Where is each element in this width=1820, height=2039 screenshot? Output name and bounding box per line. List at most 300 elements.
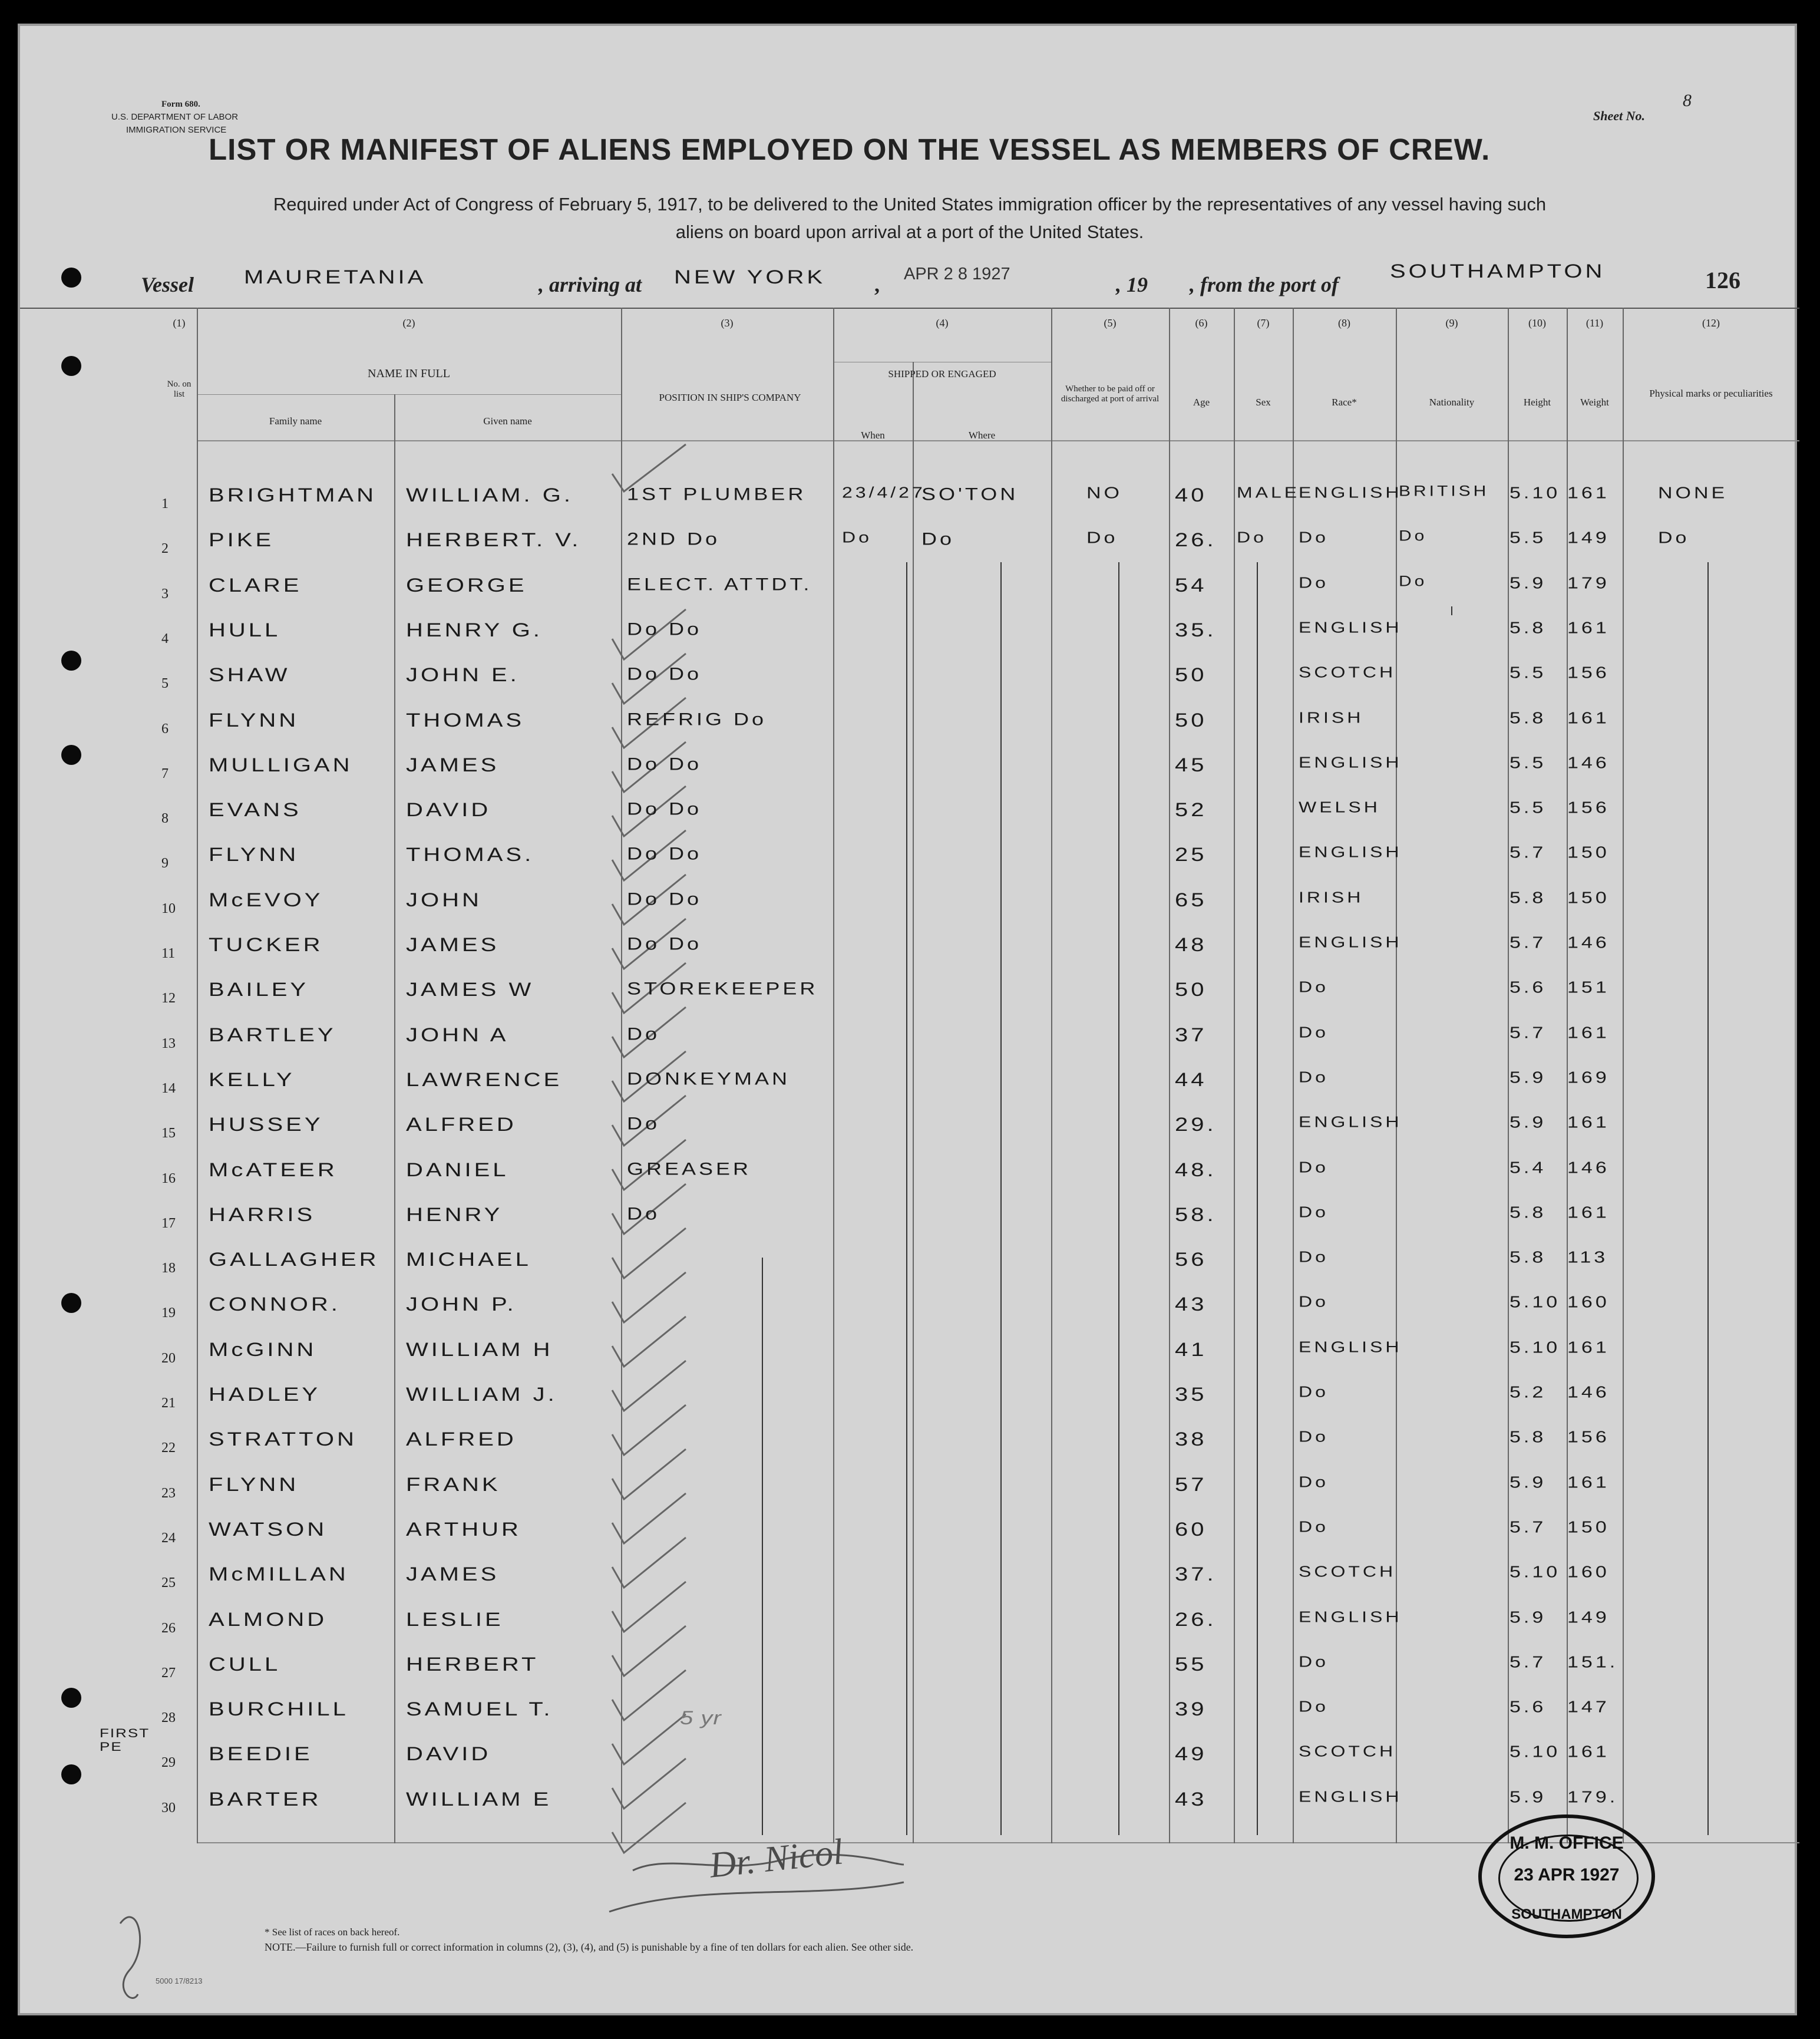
position-cell: 2ND Do — [627, 529, 721, 549]
family-name-cell: McATEER — [209, 1159, 338, 1180]
family-name-cell: CLARE — [209, 574, 302, 596]
margin-note: FIRST PE — [100, 1725, 150, 1754]
manifest-page — [18, 24, 1797, 2015]
weight-cell: 146 — [1567, 1158, 1610, 1177]
height-cell: 5.8 — [1509, 618, 1547, 638]
page-number: 126 — [1705, 267, 1740, 293]
family-name-cell: HUSSEY — [209, 1114, 323, 1136]
family-name-cell: ALMOND — [209, 1608, 328, 1630]
row-number: 3 — [161, 586, 169, 602]
family-name-cell: FLYNN — [209, 844, 299, 866]
given-name-cell: ALFRED — [406, 1114, 517, 1136]
header-weight: Weight — [1580, 397, 1609, 408]
year-label: , 19 — [1116, 273, 1148, 296]
given-name-cell: DAVID — [406, 1743, 491, 1765]
row-number: 11 — [161, 946, 176, 961]
given-name-cell: GEORGE — [406, 574, 527, 596]
race-cell: ENGLISH — [1299, 618, 1402, 636]
row-number: 20 — [161, 1350, 176, 1366]
weight-cell: 146 — [1567, 933, 1610, 952]
age-cell: 60 — [1175, 1518, 1207, 1540]
position-cell: Do Do — [627, 664, 702, 684]
family-name-cell: BRIGHTMAN — [209, 484, 376, 506]
family-name-cell: GALLAGHER — [209, 1249, 379, 1271]
row-number: 18 — [161, 1261, 176, 1276]
height-cell: 5.8 — [1509, 708, 1547, 727]
position-cell: 1ST PLUMBER — [627, 484, 807, 504]
officer-signature: Dr. Nicol — [708, 1832, 845, 1886]
table-row — [20, 794, 1799, 840]
header-nationality: Nationality — [1429, 397, 1475, 408]
weight-cell: 161 — [1567, 1473, 1610, 1492]
height-cell: 5.9 — [1509, 1113, 1547, 1132]
row-number: 13 — [161, 1035, 176, 1051]
age-cell: 26. — [1175, 1608, 1217, 1630]
race-cell: Do — [1299, 1697, 1329, 1715]
position-cell: Do Do — [627, 799, 702, 819]
sheet-number: 8 — [1683, 91, 1692, 110]
shipped-where-cell: Do — [921, 529, 955, 549]
family-name-cell: STRATTON — [209, 1428, 357, 1450]
table-row — [20, 1334, 1799, 1380]
table-row — [20, 615, 1799, 661]
shipped-where-cell: SO'TON — [921, 484, 1019, 504]
position-cell: Do Do — [627, 843, 702, 864]
height-cell: 5.9 — [1509, 1787, 1547, 1806]
row-number: 19 — [161, 1305, 176, 1321]
paid-off-cell: Do — [1086, 529, 1118, 547]
row-number: 14 — [161, 1080, 176, 1096]
age-cell: 50 — [1175, 709, 1207, 731]
table-row — [20, 1604, 1799, 1650]
age-cell: 29. — [1175, 1114, 1217, 1136]
position-cell: STOREKEEPER — [627, 978, 818, 999]
row-number: 16 — [161, 1170, 176, 1186]
race-cell: ENGLISH — [1299, 1608, 1402, 1625]
given-name-cell: JOHN A — [406, 1024, 509, 1045]
age-cell: 49 — [1175, 1743, 1207, 1765]
age-cell: 50 — [1175, 979, 1207, 1001]
race-cell: ENGLISH — [1299, 843, 1402, 861]
table-row — [20, 1649, 1799, 1695]
subtitle-line-2: aliens on board upon arrival at a port of the United States. — [675, 222, 1144, 242]
physical-marks-cell: Do — [1658, 529, 1690, 547]
given-name-cell: MICHAEL — [406, 1249, 531, 1271]
given-name-cell: JAMES — [406, 1563, 500, 1585]
age-cell: 37. — [1175, 1563, 1217, 1585]
col-num-11: (11) — [1586, 317, 1604, 329]
weight-cell: 151 — [1567, 978, 1610, 997]
table-row — [20, 1064, 1799, 1110]
stamp-location: SOUTHAMPTON — [1511, 1906, 1622, 1922]
height-cell: 5.8 — [1509, 1428, 1547, 1447]
family-name-cell: BEEDIE — [209, 1743, 313, 1765]
table-row — [20, 1379, 1799, 1425]
given-name-cell: HENRY — [406, 1203, 503, 1225]
header-where: Where — [968, 430, 996, 441]
family-name-cell: KELLY — [209, 1068, 295, 1091]
family-name-cell: BARTLEY — [209, 1024, 336, 1045]
height-cell: 5.4 — [1509, 1158, 1547, 1177]
weight-cell: 149 — [1567, 1608, 1610, 1626]
row-number: 26 — [161, 1620, 176, 1636]
height-cell: 5.5 — [1509, 664, 1547, 682]
departure-port: SOUTHAMPTON — [1390, 260, 1606, 282]
row-number: 9 — [161, 856, 169, 872]
weight-cell: 146 — [1567, 753, 1610, 772]
table-row — [20, 1020, 1799, 1065]
table-row — [20, 1559, 1799, 1605]
sex-cell: MALE — [1237, 483, 1300, 501]
family-name-cell: SHAW — [209, 664, 290, 686]
col-num-1: (1) — [173, 317, 186, 329]
race-cell: Do — [1299, 1473, 1329, 1490]
race-cell: Do — [1299, 1383, 1329, 1401]
table-row — [20, 1109, 1799, 1155]
header-shipped-or-engaged: SHIPPED OR ENGAGED — [888, 368, 996, 380]
height-cell: 5.2 — [1509, 1383, 1547, 1402]
family-name-cell: BARTER — [209, 1788, 322, 1810]
table-row — [20, 1289, 1799, 1335]
table-row — [20, 1154, 1799, 1200]
height-cell: 5.5 — [1509, 753, 1547, 772]
race-cell: Do — [1299, 1023, 1329, 1041]
position-cell: Do — [627, 1024, 660, 1044]
height-cell: 5.6 — [1509, 1698, 1547, 1717]
stamp-date: 23 APR 1927 — [1514, 1865, 1620, 1885]
given-name-cell: HENRY G. — [406, 619, 543, 641]
weight-cell: 161 — [1567, 1743, 1610, 1761]
table-row — [20, 570, 1799, 616]
shipped-when-cell: 23/4/27 — [842, 483, 926, 501]
header-sex: Sex — [1256, 397, 1271, 408]
given-name-cell: WILLIAM J. — [406, 1384, 557, 1405]
age-cell: 25 — [1175, 844, 1207, 866]
race-cell: SCOTCH — [1299, 663, 1396, 681]
family-name-cell: EVANS — [209, 799, 302, 821]
age-cell: 50 — [1175, 664, 1207, 686]
weight-cell: 161 — [1567, 708, 1610, 727]
row-number: 2 — [161, 541, 169, 557]
weight-cell: 151. — [1567, 1652, 1618, 1671]
given-name-cell: FRANK — [406, 1473, 501, 1495]
table-row — [20, 524, 1799, 570]
given-name-cell: SAMUEL T. — [406, 1698, 553, 1720]
height-cell: 5.8 — [1509, 888, 1547, 907]
height-cell: 5.8 — [1509, 1248, 1547, 1267]
table-row — [20, 839, 1799, 885]
sex-cell: Do — [1237, 528, 1267, 546]
weight-cell: 113 — [1567, 1248, 1608, 1267]
height-cell: 5.10 — [1509, 1338, 1561, 1357]
physical-marks-cell: NONE — [1658, 484, 1728, 503]
header-name-in-full: NAME IN FULL — [368, 367, 450, 380]
race-cell: IRISH — [1299, 888, 1364, 906]
height-cell: 5.9 — [1509, 1473, 1547, 1492]
height-cell: 5.5 — [1509, 529, 1547, 547]
height-cell: 5.7 — [1509, 1652, 1547, 1671]
age-cell: 55 — [1175, 1653, 1207, 1675]
height-cell: 5.9 — [1509, 573, 1547, 592]
department-label: U.S. DEPARTMENT OF LABOR — [111, 112, 239, 122]
race-cell: Do — [1299, 978, 1329, 996]
age-cell: 58. — [1175, 1203, 1217, 1225]
given-name-cell: DAVID — [406, 799, 491, 821]
col-num-2: (2) — [402, 317, 415, 329]
family-name-cell: McMILLAN — [209, 1563, 349, 1585]
col-num-5: (5) — [1104, 317, 1117, 329]
given-name-cell: WILLIAM H — [406, 1338, 553, 1360]
race-cell: ENGLISH — [1299, 933, 1402, 951]
given-name-cell: JAMES — [406, 754, 500, 776]
header-height: Height — [1523, 397, 1551, 408]
height-cell: 5.7 — [1509, 843, 1547, 862]
header-position: POSITION IN SHIP'S COMPANY — [659, 392, 801, 403]
row-number: 23 — [161, 1485, 176, 1501]
arriving-label: , arriving at — [539, 273, 642, 296]
arriving-comma: , — [874, 273, 880, 296]
vessel-label: Vessel — [141, 273, 194, 296]
table-row — [20, 1244, 1799, 1290]
age-cell: 41 — [1175, 1338, 1207, 1360]
col-num-9: (9) — [1445, 317, 1458, 329]
service-label: IMMIGRATION SERVICE — [126, 125, 227, 135]
age-cell: 44 — [1175, 1068, 1207, 1091]
table-row — [20, 1514, 1799, 1560]
table-row — [20, 885, 1799, 931]
given-name-cell: LAWRENCE — [406, 1068, 563, 1091]
table-row — [20, 1694, 1799, 1740]
position-cell: GREASER — [627, 1159, 752, 1179]
header-race: Race* — [1332, 397, 1357, 408]
row-number: 27 — [161, 1665, 176, 1681]
family-name-cell: FLYNN — [209, 1473, 299, 1495]
given-name-cell: WILLIAM. G. — [406, 484, 573, 506]
height-cell: 5.7 — [1509, 1023, 1547, 1042]
row-number: 5 — [161, 676, 169, 692]
height-cell: 5.9 — [1509, 1608, 1547, 1626]
table-row — [20, 974, 1799, 1020]
mm-office-stamp — [1478, 1814, 1655, 1938]
weight-cell: 161 — [1567, 1113, 1610, 1132]
race-cell: IRISH — [1299, 708, 1364, 726]
family-name-cell: TUCKER — [209, 934, 323, 956]
age-cell: 43 — [1175, 1294, 1207, 1315]
age-cell: 26. — [1175, 529, 1217, 551]
weight-cell: 146 — [1567, 1383, 1610, 1402]
given-name-cell: JOHN P. — [406, 1294, 517, 1315]
weight-cell: 161 — [1567, 484, 1610, 503]
age-cell: 65 — [1175, 889, 1207, 910]
col-num-12: (12) — [1702, 317, 1720, 329]
height-cell: 5.9 — [1509, 1068, 1547, 1087]
position-cell: Do Do — [627, 754, 702, 774]
weight-cell: 150 — [1567, 888, 1610, 907]
table-row — [20, 480, 1799, 526]
weight-cell: 169 — [1567, 1068, 1610, 1087]
arrival-date-stamp: APR 2 8 1927 — [904, 265, 1010, 283]
given-name-cell: WILLIAM E — [406, 1788, 552, 1810]
row-number: 29 — [161, 1755, 176, 1771]
sheet-label: Sheet No. — [1593, 108, 1645, 123]
subtitle-line-1: Required under Act of Congress of February 5, 1917, to be delivered to the United States immigration officer by the representatives of any vessel having such — [273, 194, 1547, 215]
position-cell: REFRIG Do — [627, 709, 767, 729]
height-cell: 5.7 — [1509, 1517, 1547, 1537]
table-row — [20, 750, 1799, 796]
family-name-cell: BURCHILL — [209, 1698, 349, 1720]
race-cell: SCOTCH — [1299, 1743, 1396, 1760]
margin-scribble — [120, 1917, 140, 1998]
header-age: Age — [1193, 397, 1210, 408]
family-name-cell: MULLIGAN — [209, 754, 353, 776]
weight-cell: 150 — [1567, 843, 1610, 862]
penalty-footnote: NOTE.—Failure to furnish full or correct information in columns (2), (3), (4), and (5) is punishable by a fine of ten dollars for each alien. See other side. — [265, 1941, 914, 1953]
height-cell: 5.10 — [1509, 1743, 1561, 1761]
age-cell: 35. — [1175, 619, 1217, 641]
position-cell: Do Do — [627, 619, 702, 639]
family-name-cell: McGINN — [209, 1338, 317, 1360]
race-cell: Do — [1299, 1203, 1329, 1220]
position-cell: Do — [627, 1113, 660, 1134]
shipped-when-cell: Do — [842, 528, 872, 546]
row-number: 21 — [161, 1395, 176, 1411]
weight-cell: 161 — [1567, 1023, 1610, 1042]
age-cell: 35 — [1175, 1384, 1207, 1405]
col-num-4: (4) — [936, 317, 949, 329]
race-cell: WELSH — [1299, 798, 1380, 816]
given-name-cell: THOMAS — [406, 709, 525, 731]
header-family-name: Family name — [269, 415, 322, 427]
form-number: Form 680. — [161, 100, 200, 109]
weight-cell: 156 — [1567, 799, 1610, 817]
stamp-office: M. M. OFFICE — [1509, 1833, 1624, 1853]
race-cell: Do — [1299, 1068, 1329, 1086]
given-name-cell: HERBERT — [406, 1653, 539, 1675]
weight-cell: 160 — [1567, 1563, 1610, 1582]
nationality-cell: Do — [1399, 528, 1428, 545]
race-cell: Do — [1299, 1517, 1329, 1536]
weight-cell: 161 — [1567, 1203, 1610, 1222]
row-number: 7 — [161, 766, 169, 781]
family-name-cell: WATSON — [209, 1518, 328, 1540]
given-name-cell: JOHN — [406, 889, 482, 910]
family-name-cell: FLYNN — [209, 709, 299, 731]
race-cell: ENGLISH — [1299, 1787, 1402, 1805]
header-given-name: Given name — [483, 415, 532, 427]
weight-cell: 150 — [1567, 1517, 1610, 1537]
page-title: LIST OR MANIFEST OF ALIENS EMPLOYED ON THE VESSEL AS MEMBERS OF CREW. — [209, 133, 1491, 166]
given-name-cell: JOHN E. — [406, 664, 520, 686]
race-cell: Do — [1299, 1427, 1329, 1446]
row-number: 4 — [161, 631, 169, 646]
col-num-3: (3) — [721, 317, 734, 329]
age-cell: 52 — [1175, 799, 1207, 821]
table-row — [20, 659, 1799, 705]
row-number: 17 — [161, 1215, 176, 1231]
table-row — [20, 705, 1799, 751]
age-cell: 48. — [1175, 1159, 1217, 1180]
position-cell: DONKEYMAN — [627, 1068, 791, 1089]
position-cell: Do Do — [627, 933, 702, 954]
row-number: 30 — [161, 1800, 176, 1816]
arrival-port: NEW YORK — [674, 266, 826, 288]
race-cell: ENGLISH — [1299, 1338, 1402, 1355]
race-cell: ENGLISH — [1299, 753, 1402, 771]
weight-cell: 160 — [1567, 1293, 1610, 1312]
table-row — [20, 1738, 1799, 1784]
row-number: 22 — [161, 1440, 176, 1456]
race-cell: ENGLISH — [1299, 1113, 1402, 1131]
row-number: 8 — [161, 811, 169, 827]
given-name-cell: JAMES — [406, 934, 500, 956]
age-cell: 40 — [1175, 484, 1207, 506]
row-number: 25 — [161, 1575, 176, 1591]
given-name-cell: ARTHUR — [406, 1518, 521, 1540]
given-name-cell: HERBERT. V. — [406, 529, 582, 551]
race-cell: Do — [1299, 1293, 1329, 1311]
position-cell: Do — [627, 1203, 660, 1223]
race-cell: ENGLISH — [1299, 483, 1402, 501]
header-paid-off: Whether to be paid off or discharged at port of arrival — [1061, 384, 1160, 404]
age-cell: 48 — [1175, 934, 1207, 956]
family-name-cell: PIKE — [209, 529, 275, 551]
weight-cell: 161 — [1567, 618, 1610, 638]
race-cell: Do — [1299, 1248, 1329, 1266]
signature-flourish — [609, 1882, 904, 1912]
row-number: 28 — [161, 1710, 176, 1726]
age-cell: 38 — [1175, 1428, 1207, 1450]
weight-cell: 179. — [1567, 1787, 1618, 1806]
race-cell: Do — [1299, 528, 1329, 546]
height-cell: 5.7 — [1509, 933, 1547, 952]
family-name-cell: HULL — [209, 619, 281, 641]
age-cell: 37 — [1175, 1024, 1207, 1045]
races-footnote: * See list of races on back hereof. — [265, 1926, 400, 1938]
family-name-cell: HADLEY — [209, 1384, 321, 1405]
age-cell: 45 — [1175, 754, 1207, 776]
position-cell: ELECT. ATTDT. — [627, 574, 812, 594]
age-cell: 57 — [1175, 1473, 1207, 1495]
paid-off-cell: NO — [1086, 484, 1122, 503]
row-number: 12 — [161, 991, 176, 1007]
weight-cell: 156 — [1567, 664, 1610, 682]
age-cell: 54 — [1175, 574, 1207, 596]
family-name-cell: CULL — [209, 1653, 281, 1675]
pencil-note: 5 yr — [680, 1707, 722, 1729]
from-port-label: , from the port of — [1190, 273, 1339, 296]
weight-cell: 147 — [1567, 1698, 1610, 1717]
age-cell: 39 — [1175, 1698, 1207, 1720]
position-cell: Do Do — [627, 889, 702, 909]
print-code: 5000 17/8213 — [156, 1977, 203, 1985]
header-when: When — [861, 430, 885, 441]
race-cell: Do — [1299, 573, 1329, 591]
weight-cell: 156 — [1567, 1428, 1610, 1447]
height-cell: 5.10 — [1509, 1563, 1561, 1582]
row-number: 1 — [161, 496, 169, 512]
given-name-cell: DANIEL — [406, 1159, 509, 1180]
given-name-cell: THOMAS. — [406, 844, 534, 866]
row-number: 15 — [161, 1126, 176, 1141]
table-row — [20, 1424, 1799, 1470]
weight-cell: 179 — [1567, 573, 1610, 592]
header-physical-marks: Physical marks or peculiarities — [1649, 388, 1773, 399]
family-name-cell: CONNOR. — [209, 1294, 341, 1315]
age-cell: 56 — [1175, 1249, 1207, 1271]
age-cell: 43 — [1175, 1788, 1207, 1810]
vessel-name: MAURETANIA — [244, 266, 427, 288]
height-cell: 5.10 — [1509, 1293, 1561, 1312]
